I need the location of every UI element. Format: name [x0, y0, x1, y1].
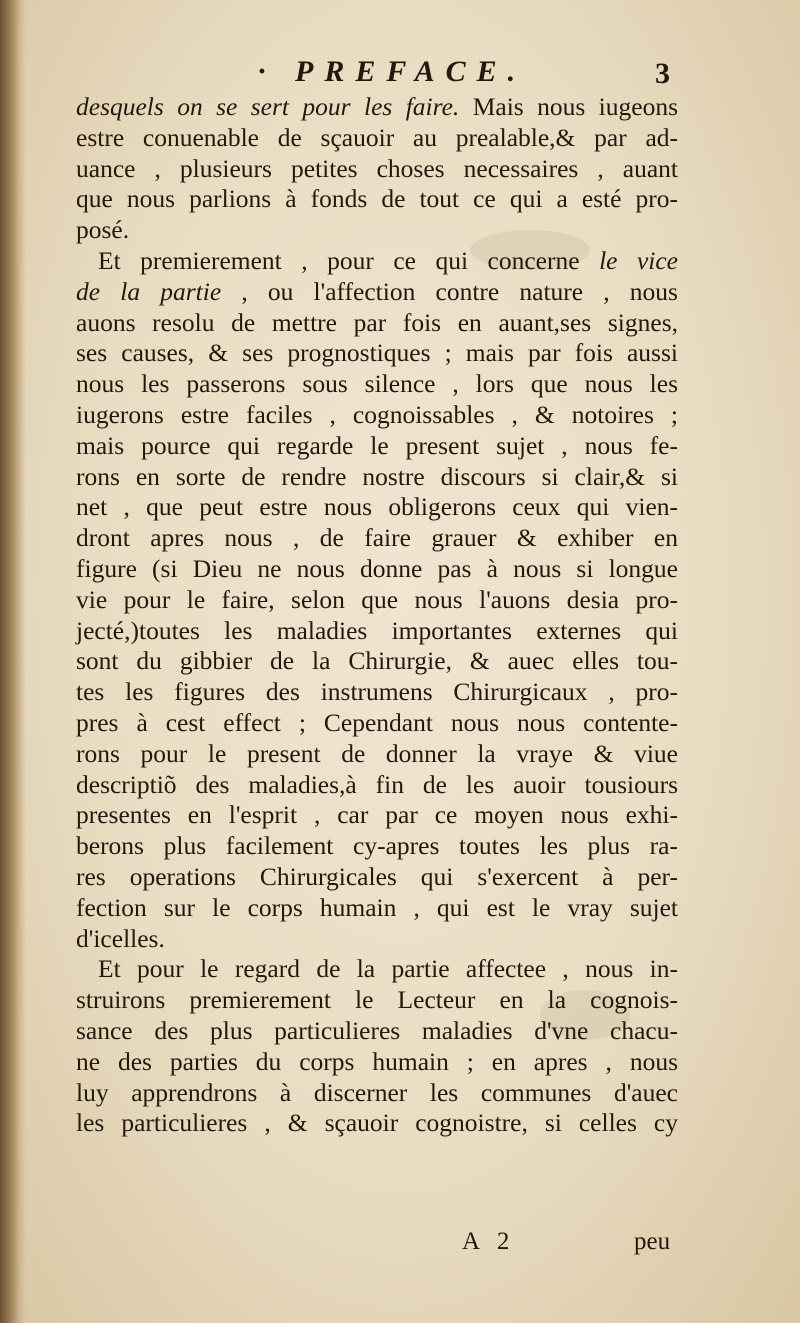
text-run: luy apprendrons à discerner les communes d'auec: [76, 1077, 678, 1107]
text-line: [76, 800, 678, 831]
page-header: [0, 55, 800, 95]
text-run: pres à cest effect ; Cependant nous nous contente-: [76, 707, 678, 737]
text-run: struirons premierement le Lecteur en la cognois-: [76, 985, 678, 1015]
text-line: [76, 492, 678, 523]
page-number: 3: [655, 57, 670, 90]
body-text: [76, 92, 678, 1139]
text-line: [76, 1078, 678, 1109]
text-run: nous les passerons sous silence , lors que nous les: [76, 369, 678, 399]
italic-text: le vice: [599, 245, 678, 275]
text-line: [76, 246, 678, 277]
text-line: [76, 985, 678, 1016]
text-line: [76, 554, 678, 585]
text-line: [76, 338, 678, 369]
text-run: auons resolu de mettre par fois en auant,ses signes,: [76, 307, 678, 337]
text-run: berons plus facilement cy-apres toutes les plus ra-: [76, 831, 678, 861]
text-run: Et premierement , pour ce qui concerne: [98, 245, 600, 275]
text-run: presentes en l'esprit , car par ce moyen nous exhi-: [76, 800, 678, 830]
text-run: fection sur le corps humain , qui est le vray sujet: [76, 892, 678, 922]
text-line: [76, 739, 678, 770]
text-line: [76, 1047, 678, 1078]
text-line: [76, 523, 678, 554]
text-run: les particulieres , & sçauoir cognoistre, si celles cy: [76, 1108, 678, 1138]
text-run: descriptiõ des maladies,à fin de les auoir tousiours: [76, 769, 678, 799]
text-run: res operations Chirurgicales qui s'exercent à per-: [76, 861, 678, 891]
text-line: [76, 770, 678, 801]
catchword: peu: [634, 1228, 671, 1255]
signature-mark: A 2: [462, 1228, 516, 1255]
italic-text: desquels on se sert pour les faire.: [76, 92, 460, 121]
text-run: d'icelles.: [76, 923, 165, 953]
text-run: figure (si Dieu ne nous donne pas à nous si longue: [76, 553, 678, 583]
text-line: [76, 646, 678, 677]
text-run: , ou l'affection contre nature , nous: [221, 276, 678, 306]
page-gutter-shadow: [0, 0, 26, 1323]
text-run: tes les figures des instrumens Chirurgicaux , pro-: [76, 677, 678, 707]
text-line: [76, 400, 678, 431]
text-run: vie pour le faire, selon que nous l'auons desia pro-: [76, 584, 678, 614]
text-run: sance des plus particulieres maladies d'vne chacu-: [76, 1015, 678, 1045]
text-line: [76, 708, 678, 739]
text-line: [76, 862, 678, 893]
text-line: [76, 831, 678, 862]
text-line: [76, 954, 678, 985]
running-title: · PREFACE.: [258, 55, 527, 88]
text-run: Et pour le regard de la partie affectee , nous in-: [98, 954, 678, 984]
text-line: [76, 184, 678, 215]
text-line: [76, 431, 678, 462]
text-line: [76, 1016, 678, 1047]
text-run: que nous parlions à fonds de tout ce qui a esté pro-: [76, 184, 678, 214]
text-run: iugerons estre faciles , cognoissables , & notoires ;: [76, 399, 678, 429]
text-line: [76, 123, 678, 154]
text-run: Mais nous iugeons: [459, 92, 678, 121]
italic-text: de la partie: [76, 276, 222, 306]
text-line: [76, 277, 678, 308]
text-line: [76, 154, 678, 185]
text-line: [76, 616, 678, 647]
text-run: uance , plusieurs petites choses necessaires , auant: [76, 153, 678, 183]
text-line: [76, 677, 678, 708]
text-run: posé.: [76, 215, 130, 245]
text-run: mais pource qui regarde le present sujet , nous fe-: [76, 430, 678, 460]
text-line: [76, 893, 678, 924]
text-line: [76, 462, 678, 493]
text-line: [76, 215, 678, 246]
text-line: [76, 1108, 678, 1139]
text-run: dront apres nous , de faire grauer & exhiber en: [76, 523, 678, 553]
text-run: ne des parties du corps humain ; en apres , nous: [76, 1046, 678, 1076]
text-run: estre conuenable de sçauoir au prealable,& par ad-: [76, 122, 678, 152]
text-line: [76, 369, 678, 400]
text-line: [76, 92, 678, 123]
text-run: net , que peut estre nous obligerons ceux qui vien-: [76, 492, 678, 522]
text-run: ses causes, & ses prognostiques ; mais par fois aussi: [76, 338, 678, 368]
text-line: [76, 585, 678, 616]
text-run: rons pour le present de donner la vraye & viue: [76, 738, 678, 768]
text-line: [76, 308, 678, 339]
text-line: [76, 924, 678, 955]
text-run: jecté,)toutes les maladies importantes externes qui: [76, 615, 678, 645]
text-run: rons en sorte de rendre nostre discours si clair,& si: [76, 461, 678, 491]
text-run: sont du gibbier de la Chirurgie, & auec elles tou-: [76, 646, 678, 676]
